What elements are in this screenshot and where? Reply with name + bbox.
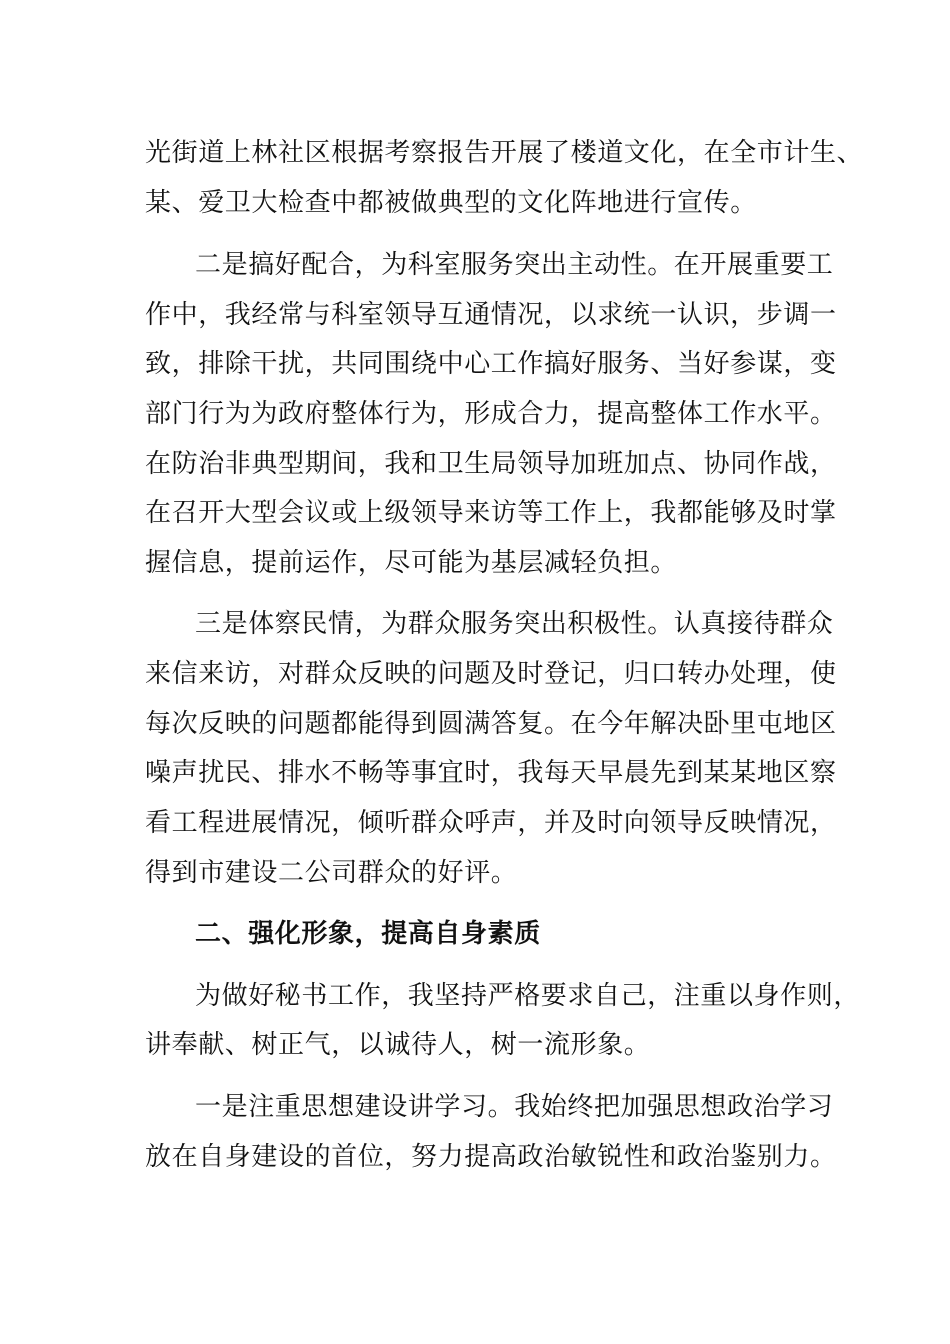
text-line: 讲奉献、树正气，以诚待人，树一流形象。 [145,1030,651,1060]
text-line: 看工程进展情况，倾听群众呼声，并及时向领导反映情况， [145,808,837,838]
text-line: 某、爱卫大检查中都被做典型的文化阵地进行宣传。 [145,188,757,218]
text-line: 放在自身建设的首位，努力提高政治敏锐性和政治鉴别力。 [145,1142,837,1172]
text-line: 握信息，提前运作，尽可能为基层减轻负担。 [145,548,678,578]
text-line: 致，排除干扰，共同围绕中心工作搞好服务、当好参谋，变 [145,349,837,379]
paragraph-first-line: 二是搞好配合，为科室服务突出主动性。在开展重要工 [195,250,834,280]
paragraph-first-line: 一是注重思想建设讲学习。我始终把加强思想政治学习 [195,1092,834,1122]
text-line: 每次反映的问题都能得到圆满答复。在今年解决卧里屯地区 [145,709,837,739]
paragraph-first-line: 为做好秘书工作，我坚持严格要求自己，注重以身作则， [195,981,861,1011]
section-heading: 二、强化形象，提高自身素质 [195,919,541,949]
text-line: 来信来访，对群众反映的问题及时登记，归口转办处理，使 [145,659,837,689]
text-line: 部门行为为政府整体行为，形成合力，提高整体工作水平。 [145,399,837,429]
text-line: 作中，我经常与科室领导互通情况，以求统一认识，步调一 [145,300,837,330]
paragraph-first-line: 三是体察民情，为群众服务突出积极性。认真接待群众 [195,609,834,639]
text-line: 在防治非典型期间，我和卫生局领导加班加点、协同作战， [145,449,837,479]
text-line: 噪声扰民、排水不畅等事宜时，我每天早晨先到某某地区察 [145,758,837,788]
text-line: 得到市建设二公司群众的好评。 [145,858,518,888]
text-line: 光街道上林社区根据考察报告开展了楼道文化，在全市计生、 [145,138,864,168]
text-line: 在召开大型会议或上级领导来访等工作上，我都能够及时掌 [145,498,837,528]
